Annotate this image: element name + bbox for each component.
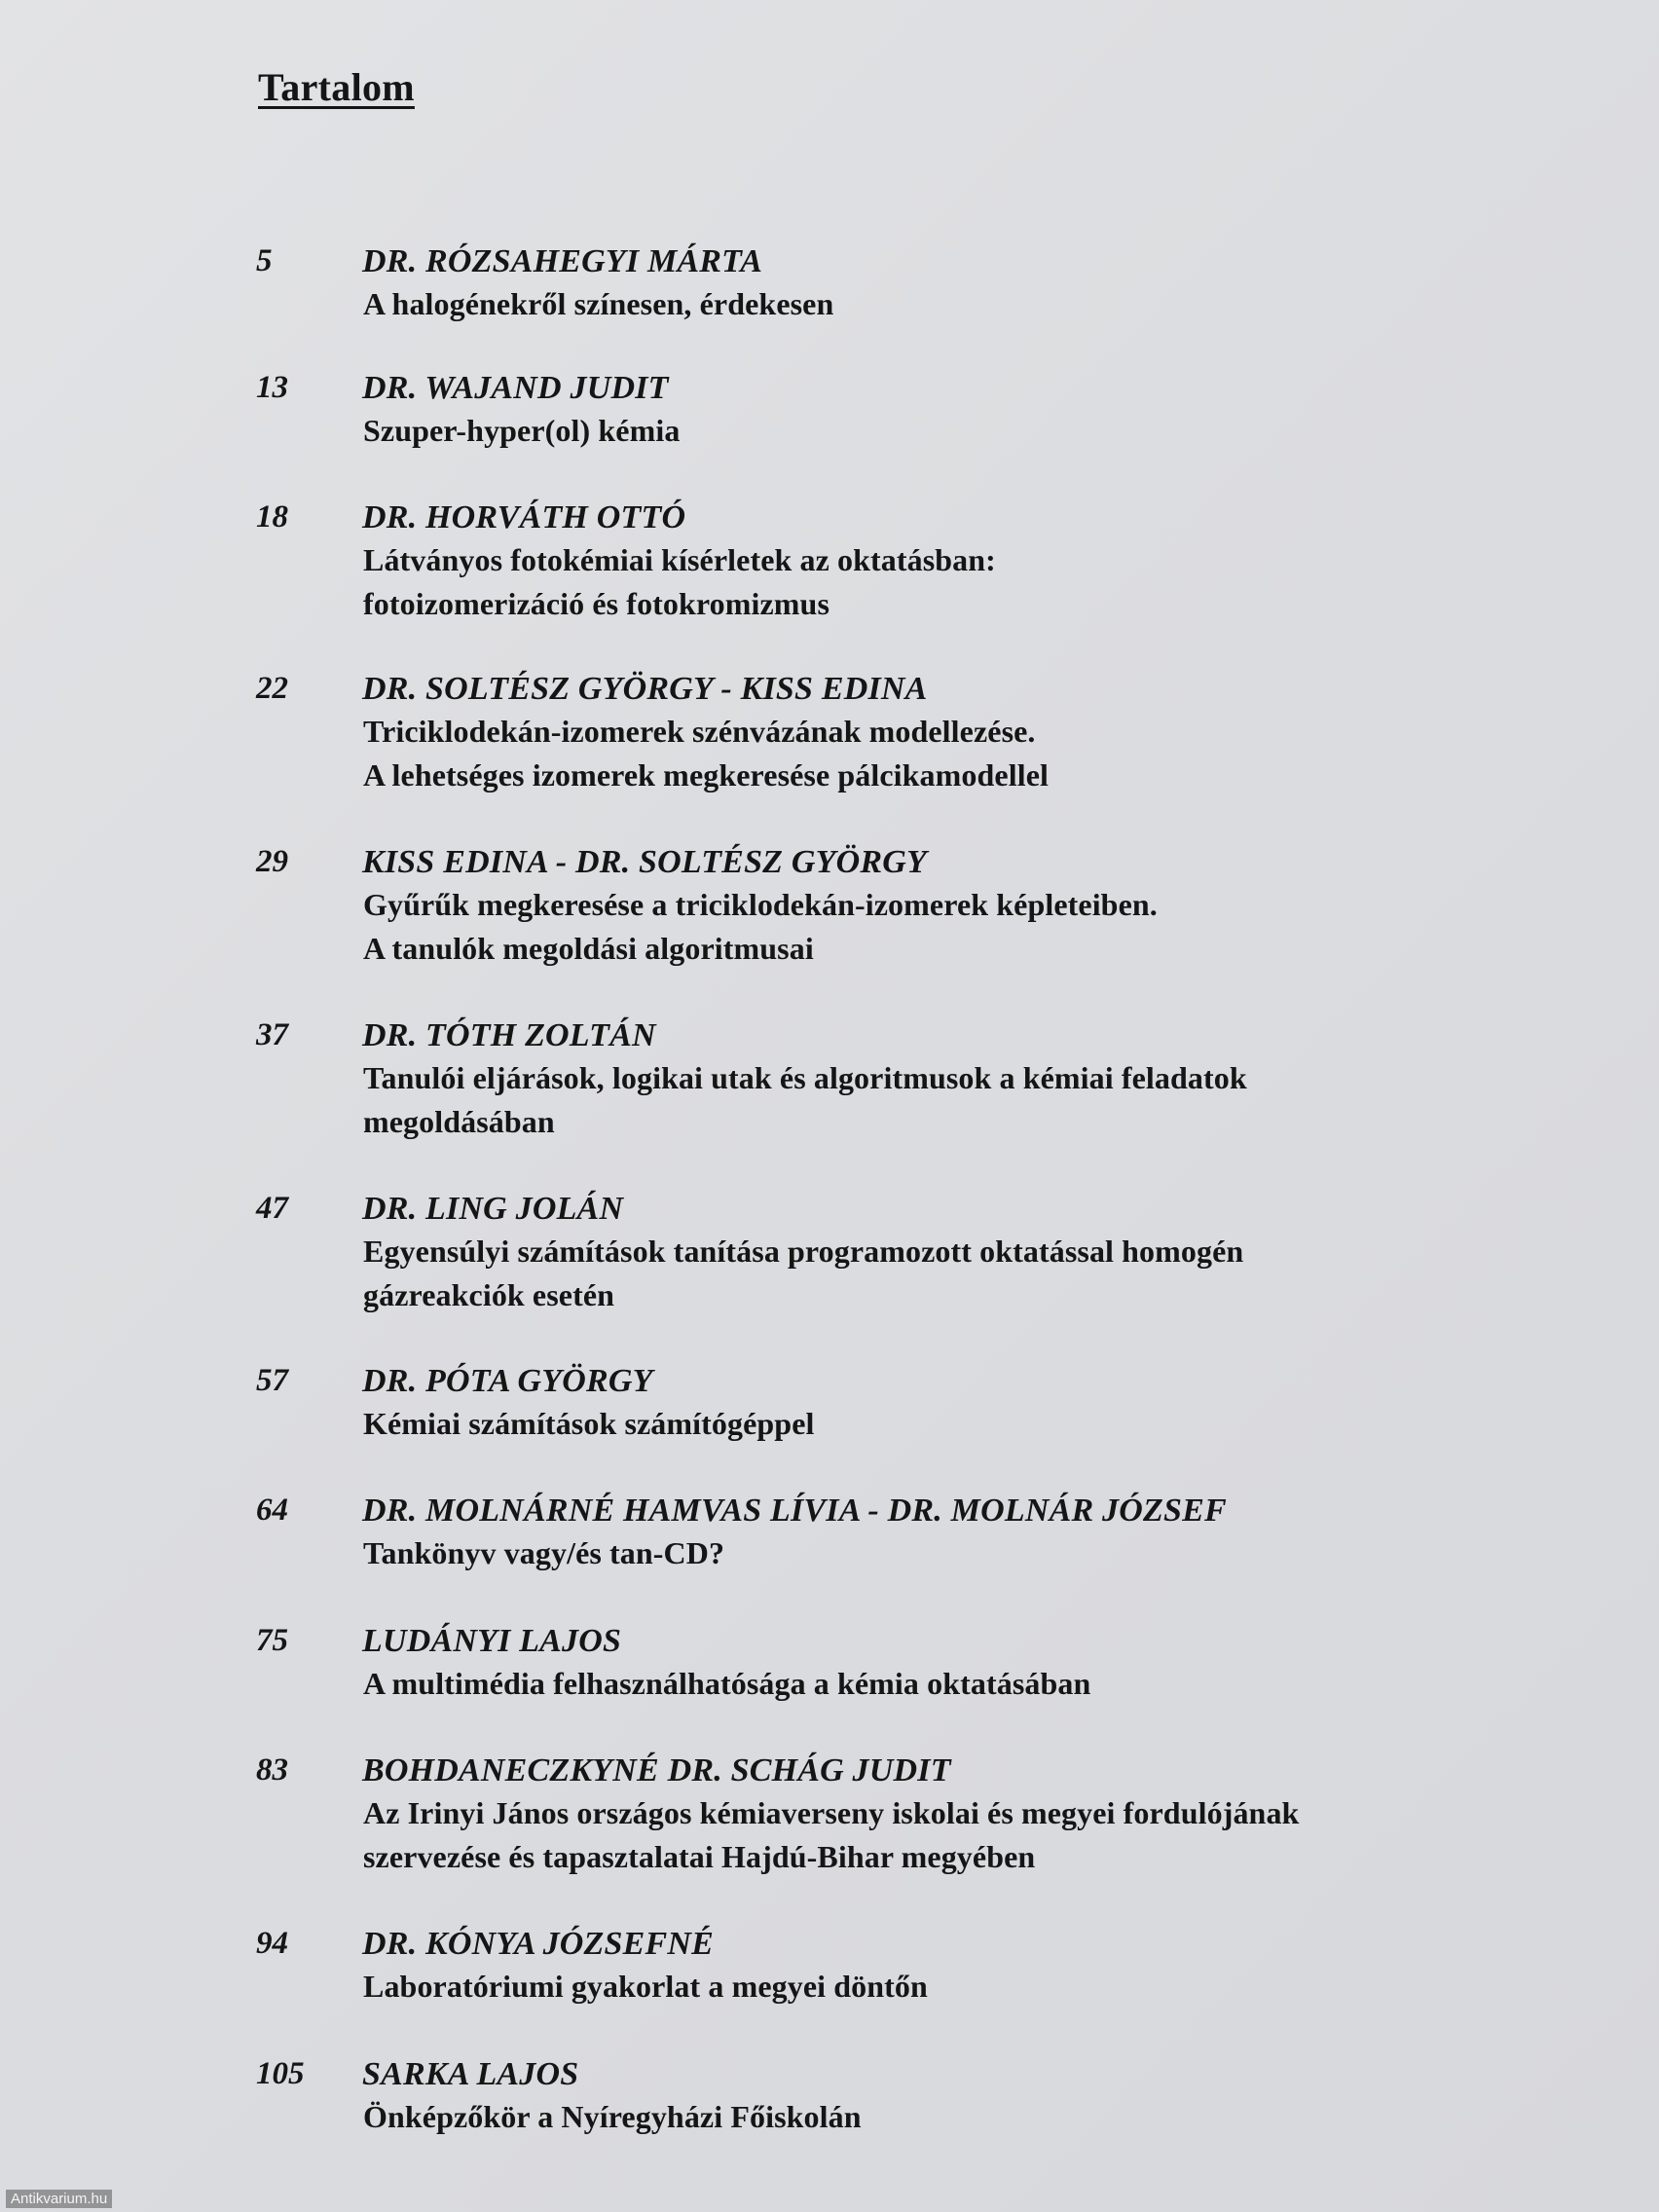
toc-author: KISS EDINA - DR. SOLTÉSZ GYÖRGY <box>362 844 927 880</box>
toc-title-line: A halogénekről színesen, érdekesen <box>363 286 834 321</box>
toc-author: LUDÁNYI LAJOS <box>362 1623 622 1659</box>
toc-title-line: Látványos fotokémiai kísérletek az oktatásban: <box>363 542 996 577</box>
page-title: Tartalom <box>258 65 415 109</box>
toc-page-number: 47 <box>256 1191 288 1226</box>
toc-title-line: A multimédia felhasználhatósága a kémia oktatásában <box>363 1666 1091 1701</box>
toc-title-line: Gyűrűk megkeresése a triciklodekán-izomerek képleteiben. <box>363 887 1158 922</box>
toc-title-line: Tanulói eljárások, logikai utak és algoritmusok a kémiai feladatok <box>363 1060 1247 1095</box>
toc-page-number: 83 <box>256 1752 288 1788</box>
toc-title-line: Triciklodekán-izomerek szénvázának modellezése. <box>363 714 1036 749</box>
toc-page-number: 29 <box>256 844 288 879</box>
toc-title-line: A tanulók megoldási algoritmusai <box>363 931 814 966</box>
toc-page-number: 22 <box>256 671 288 706</box>
toc-page-number: 75 <box>256 1623 288 1658</box>
toc-page-number: 5 <box>256 243 273 278</box>
toc-page-number: 105 <box>256 2056 305 2091</box>
toc-page-number: 57 <box>256 1363 288 1398</box>
toc-author: DR. RÓZSAHEGYI MÁRTA <box>362 243 763 279</box>
toc-page-number: 37 <box>256 1017 288 1052</box>
toc-page-number: 64 <box>256 1493 288 1528</box>
toc-author: DR. TÓTH ZOLTÁN <box>362 1017 656 1053</box>
toc-title-line: fotoizomerizáció és fotokromizmus <box>363 586 830 621</box>
toc-title-line: Kémiai számítások számítógéppel <box>363 1406 815 1441</box>
toc-title-line: A lehetséges izomerek megkeresése pálcikamodellel <box>363 757 1049 793</box>
toc-author: DR. HORVÁTH OTTÓ <box>362 499 686 535</box>
toc-title-line: szervezése és tapasztalatai Hajdú-Bihar megyében <box>363 1839 1036 1874</box>
toc-title-line: megoldásában <box>363 1104 555 1139</box>
toc-author: DR. SOLTÉSZ GYÖRGY - KISS EDINA <box>362 671 928 707</box>
toc-author: DR. MOLNÁRNÉ HAMVAS LÍVIA - DR. MOLNÁR JÓZSEF <box>362 1493 1227 1529</box>
toc-title-line: Tankönyv vagy/és tan-CD? <box>363 1535 725 1570</box>
toc-author: DR. KÓNYA JÓZSEFNÉ <box>362 1926 714 1962</box>
toc-author: DR. WAJAND JUDIT <box>362 370 669 406</box>
watermark-label: Antikvarium.hu <box>6 2190 112 2208</box>
toc-title-line: Önképzőkör a Nyíregyházi Főiskolán <box>363 2099 862 2134</box>
toc-title-line: gázreakciók esetén <box>363 1277 615 1312</box>
toc-author: DR. PÓTA GYÖRGY <box>362 1363 653 1399</box>
toc-title-line: Laboratóriumi gyakorlat a megyei döntőn <box>363 1969 928 2004</box>
toc-page-number: 18 <box>256 499 288 535</box>
toc-title-line: Szuper-hyper(ol) kémia <box>363 413 681 448</box>
toc-author: BOHDANECZKYNÉ DR. SCHÁG JUDIT <box>362 1752 951 1788</box>
toc-title-line: Egyensúlyi számítások tanítása programozott oktatással homogén <box>363 1234 1244 1269</box>
toc-author: DR. LING JOLÁN <box>362 1191 624 1227</box>
toc-title-line: Az Irinyi János országos kémiaverseny iskolai és megyei fordulójának <box>363 1795 1300 1830</box>
toc-page-number: 13 <box>256 370 288 405</box>
toc-page-number: 94 <box>256 1926 288 1961</box>
toc-author: SARKA LAJOS <box>362 2056 579 2092</box>
